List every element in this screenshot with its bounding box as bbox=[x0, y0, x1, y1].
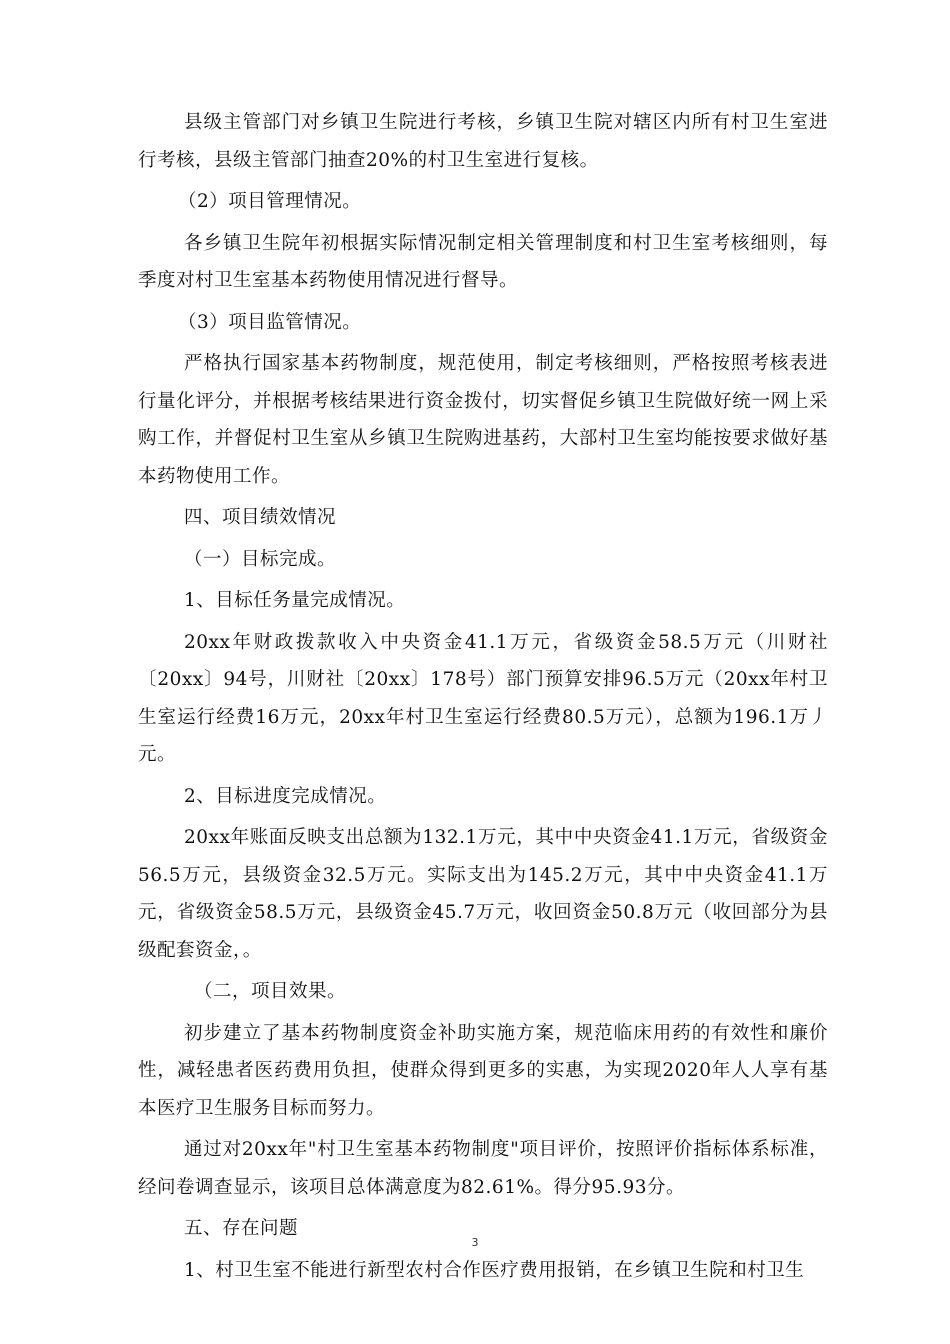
heading-project-effect: （二，项目效果。 bbox=[194, 981, 347, 1002]
heading-progress-completion: 2、目标进度完成情况。 bbox=[184, 785, 387, 807]
paragraph-supervision-details: 严格执行国家基本药物制度，规范使用，制定考核细则，严格按照考核表进行量化评分，并根据考核结果进行资金拨付，切实督促乡镇卫生院做好统一网上采购工作，并督促村卫生室从乡镇卫生院购进基药，大部村卫生室均能按要求做好基本药物使用工作。 bbox=[138, 353, 828, 487]
page-number: 3 bbox=[471, 1236, 479, 1249]
heading-section-four: 四、项目绩效情况 bbox=[184, 507, 337, 528]
heading-target-completion: （一）目标完成。 bbox=[184, 548, 337, 570]
paragraph-expenditure: 20xx年账面反映支出总额为132.1万元，其中中央资金41.1万元，省级资金56.5万元，县级资金32.5万元。实际支出为145.2万元，其中中央资金41.1万元，省级资金58.5万元，县级资金45.7万元，收回资金50.8万元（收回部分为县级配套资金，。 bbox=[138, 827, 828, 961]
paragraph-funding-income: 20xx年财政拨款收入中央资金41.1万元，省级资金58.5万元（川财社〔20xx〕94号，川财社〔20xx〕178号）部门预算安排96.5万元（20xx年村卫生室运行经费16万元，20xx年村卫生室运行经费80.5万元），总额为196.1万丿元。 bbox=[138, 631, 828, 765]
paragraph-effect-details: 初步建立了基本药物制度资金补助实施方案，规范临床用药的有效性和廉价性，减轻患者医药费用负担，使群众得到更多的实惠，为实现2020年人人享有基本医疗卫生服务目标而努力。 bbox=[138, 1022, 828, 1119]
paragraph-evaluation: 通过对20xx年"村卫生室基本药物制度"项目评价，按照评价指标体系标准，经问卷调查显示，该项目总体满意度为82.61%。得分95.93分。 bbox=[138, 1139, 828, 1198]
heading-task-volume: 1、目标任务量完成情况。 bbox=[184, 590, 406, 611]
heading-section-five: 五、存在问题 bbox=[184, 1218, 299, 1239]
document-body bbox=[138, 104, 828, 1289]
paragraph-problem-one: 1、村卫生室不能进行新型农村合作医疗费用报销，在乡镇卫生院和村卫生 bbox=[184, 1259, 805, 1281]
heading-project-management: （2）项目管理情况。 bbox=[178, 191, 362, 212]
paragraph-county-assessment: 县级主管部门对乡镇卫生院进行考核，乡镇卫生院对辖区内所有村卫生室进行考核，县级主管部门抽查20%的村卫生室进行复核。 bbox=[138, 112, 828, 171]
heading-project-supervision: （3）项目监管情况。 bbox=[178, 311, 362, 333]
paragraph-management-details: 各乡镇卫生院年初根据实际情况制定相关管理制度和村卫生室考核细则，每季度对村卫生室基本药物使用情况进行督导。 bbox=[138, 232, 828, 291]
